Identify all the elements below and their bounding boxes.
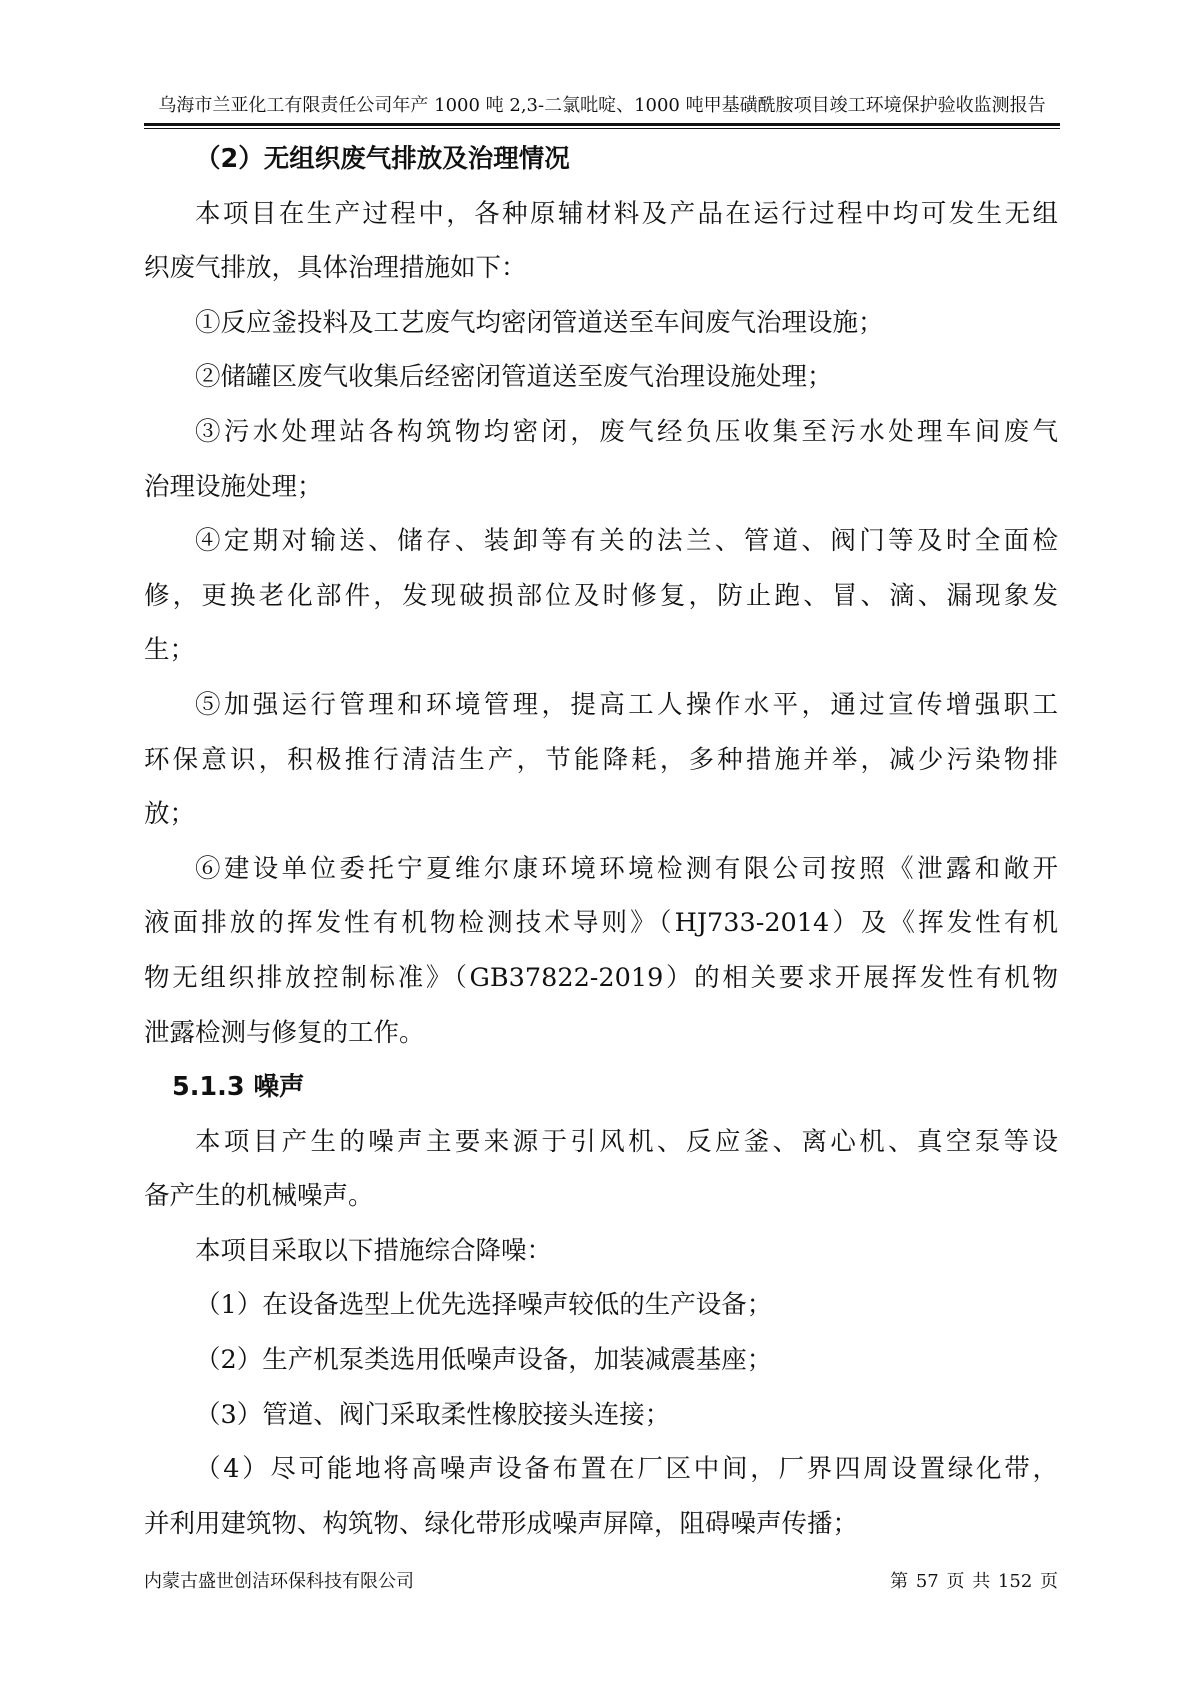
measure-item-5-cont: 环保意识，积极推行清洁生产，节能降耗，多种措施并举，减少污染物排 [144,744,1058,775]
footer-company: 内蒙古盛世创洁环保科技有限公司 [144,1571,414,1592]
paragraph-line: 本项目在生产过程中，各种原辅材料及产品在运行过程中均可发生无组 [195,198,1058,229]
paragraph-line: 本项目采取以下措施综合降噪： [195,1235,553,1266]
page-header-title: 乌海市兰亚化工有限责任公司年产 1000 吨 2,3-二氯吡啶、1000 吨甲基磺酰胺项目竣工环境保护验收监测报告 [158,95,1046,116]
measure-item-4: ④定期对输送、储存、装卸等有关的法兰、管道、阀门等及时全面检 [195,526,1058,557]
noise-measure-3: （3）管道、阀门采取柔性橡胶接头连接； [195,1399,671,1430]
measure-item-5: ⑤加强运行管理和环境管理，提高工人操作水平，通过宣传增强职工 [195,689,1058,720]
measure-item-6-cont: 液面排放的挥发性有机物检测技术导则》（HJ733-2014）及《挥发性有机 [144,908,1058,939]
noise-measure-4: （4）尽可能地将高噪声设备布置在厂区中间，厂界四周设置绿化带， [195,1454,1058,1485]
header-rule-thin [144,128,1060,129]
page-content [144,132,1058,1551]
measure-item-3-cont: 治理设施处理； [144,471,323,502]
paragraph-line: 织废气排放，具体治理措施如下： [144,253,527,284]
measure-item-6-end: 泄露检测与修复的工作。 [144,1017,425,1048]
noise-measure-4-cont: 并利用建筑物、构筑物、绿化带形成噪声屏障，阻碍噪声传播； [144,1508,859,1539]
header-rule [144,123,1060,126]
measure-item-5-end: 放； [144,799,196,830]
section-heading-fugitive-emissions: （2）无组织废气排放及治理情况 [195,144,570,174]
measure-item-2: ②储罐区废气收集后经密闭管道送至废气治理设施处理； [195,362,833,393]
measure-item-3: ③污水处理站各构筑物均密闭，废气经负压收集至污水处理车间废气 [195,416,1058,447]
measure-item-4-cont: 修，更换老化部件，发现破损部位及时修复，防止跑、冒、滴、漏现象发 [144,580,1058,611]
measure-item-4-end: 生； [144,635,196,666]
footer-page-number: 第 57 页 共 152 页 [890,1571,1058,1592]
measure-item-1: ①反应釜投料及工艺废气均密闭管道送至车间废气治理设施； [195,307,884,338]
paragraph-line: 备产生的机械噪声。 [144,1181,374,1212]
noise-measure-2: （2）生产机泵类选用低噪声设备，加装减震基座； [195,1345,773,1376]
section-heading-noise: 5.1.3 噪声 [172,1072,305,1103]
measure-item-6-cont: 物无组织排放控制标准》（GB37822-2019）的相关要求开展挥发性有机物 [144,962,1058,993]
paragraph-line: 本项目产生的噪声主要来源于引风机、反应釜、离心机、真空泵等设 [195,1126,1058,1157]
measure-item-6: ⑥建设单位委托宁夏维尔康环境环境检测有限公司按照《泄露和敞开 [195,853,1058,884]
noise-measure-1: （1）在设备选型上优先选择噪声较低的生产设备； [195,1290,773,1321]
